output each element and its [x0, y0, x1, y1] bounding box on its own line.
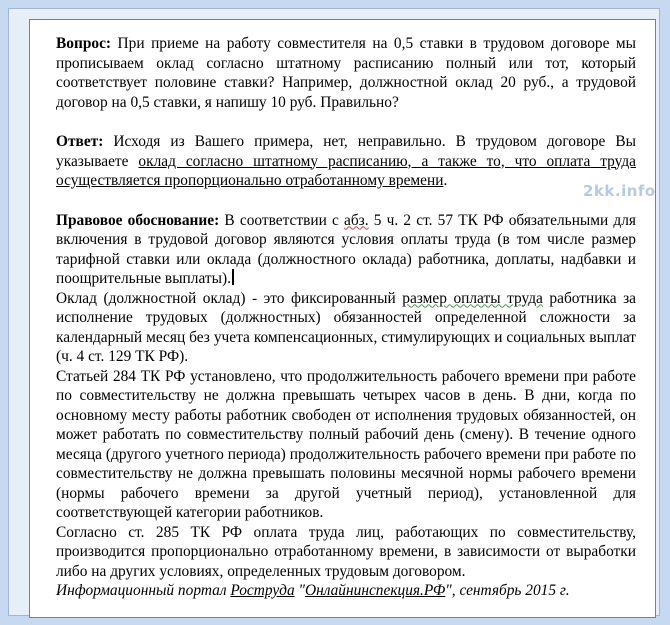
- legal-basis-label: Правовое обоснование:: [56, 211, 220, 229]
- document-frame: [8, 8, 660, 616]
- watermark: 2kk.info: [583, 182, 656, 200]
- answer-text: Исходя из Вашего примера, нет, неправильно. В трудовом договоре Вы указываете: [56, 133, 636, 170]
- question-label: Вопрос:: [56, 35, 112, 52]
- legal-basis-text-before: В соответствии с: [219, 211, 344, 229]
- answer-label: Ответ:: [56, 133, 104, 150]
- article-285-paragraph: Согласно ст. 285 ТК РФ оплата труда лиц, работающих по совместительству, производится пропорционально отработанному времени, в зависимости от выработки либо на других условиях, определенных трудовым договором.: [56, 523, 636, 580]
- article-284-paragraph: Статьей 284 ТК РФ установлено, что продолжительность рабочего времени при работе по совместительству не должна превышать четырех часов в день. В дни, когда по основному месту работы работник свободен от исполнения трудовых обязанностей, он может работать по совместительству полный рабочий день (смену). В течение одного месяца (другого учетного периода) продолжительность рабочего времени при работе по совместительству не должна превышать половины месячной нормы рабочего времени (нормы рабочего времени за другой учетный период), установленной для соответствующей категории работников.: [56, 367, 636, 521]
- salary-definition-rest: работника за исполнение трудовых (должностных) обязанностей определенной сложности за календарный месяц без учета компенсационных, стимулирующих и социальных выплат (ч. 4 ст. 129 ТК РФ).: [56, 289, 636, 365]
- salary-definition-paragraph: [56, 289, 636, 367]
- source-citation: [56, 581, 636, 601]
- source-before: Информационный портал: [56, 582, 231, 599]
- answer-paragraph: [56, 132, 636, 191]
- question-text: При приеме на работу совместителя на 0,5 ставки в трудовом договоре мы прописываем оклад согласно штатному расписанию полный или тот, который соответствует половине ставки? Например, должностной оклад 20 руб., а трудовой договор на 0,5 ставки, я напишу 10 руб. Правильно?: [56, 35, 636, 111]
- question-paragraph: [56, 34, 636, 112]
- salary-definition-highlight: размер оплаты труда: [402, 289, 543, 307]
- document-page: [29, 19, 656, 618]
- source-rostrud: Роструда: [230, 582, 295, 599]
- source-quote-open: ": [294, 582, 305, 599]
- answer-end: .: [443, 172, 448, 189]
- answer-underlined-text: оклад согласно штатному расписанию, а также то, что оплата труда осуществляется пропорционально отработанному времени: [56, 152, 636, 189]
- legal-basis-text-after: 5 ч. 2 ст. 57 ТК РФ обязательными для включения в трудовой договор являются условия оплаты труда (в том числе размер тарифной ставки или оклада (должностного оклада) работника, доплаты, надбавки и поощрительные выплаты).: [56, 211, 637, 287]
- source-portal-name: Онлайнинспекция.РФ: [304, 582, 446, 599]
- legal-basis-paragraph: [56, 211, 636, 289]
- legal-basis-abz: абз.: [344, 211, 369, 229]
- source-after: ", сентябрь 2015 г.: [445, 582, 570, 599]
- salary-definition-start: Оклад (должностной оклад) - это фиксированный: [56, 289, 403, 307]
- text-cursor: [232, 269, 234, 285]
